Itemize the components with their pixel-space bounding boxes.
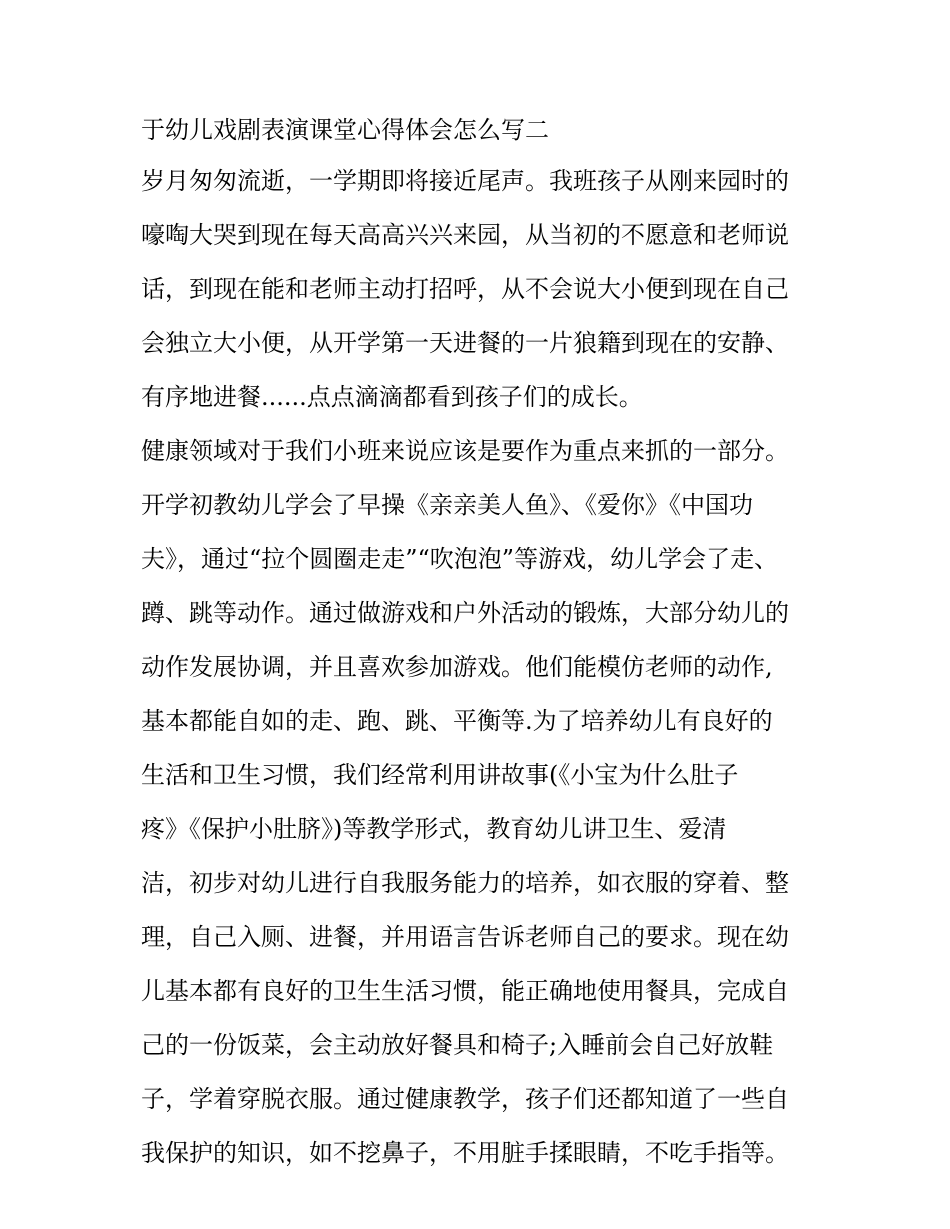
text-line: 岁月匆匆流逝，一学期即将接近尾声。我班孩子从刚来园时的 [141,167,789,195]
document-title: 于幼儿戏剧表演课堂心得体会怎么写二 [141,116,549,144]
text-line: 健康领域对于我们小班来说应该是要作为重点来抓的一部分。 [141,437,789,465]
text-line: 己的一份饭菜，会主动放好餐具和椅子;入睡前会自己好放鞋 [141,1031,774,1059]
text-line: 我保护的知识，如不挖鼻子，不用脏手揉眼睛，不吃手指等。 [141,1139,789,1167]
text-line: 子，学着穿脱衣服。通过健康教学，孩子们还都知道了一些自 [141,1085,789,1113]
text-line: 儿基本都有良好的卫生生活习惯，能正确地使用餐具，完成自 [141,977,789,1005]
text-line: 基本都能自如的走、跑、跳、平衡等.为了培养幼儿有良好的 [141,707,773,735]
text-line: 嚎啕大哭到现在每天高高兴兴来园，从当初的不愿意和老师说 [141,221,789,249]
text-line: 开学初教幼儿学会了早操《亲亲美人鱼》、《爱你》《中国功 [141,491,753,519]
text-line: 生活和卫生习惯，我们经常利用讲故事(《小宝为什么肚子 [141,761,739,789]
document-body [141,106,831,1180]
text-line: 会独立大小便，从开学第一天进餐的一片狼籍到现在的安静、 [141,329,789,357]
paragraph-2 [141,424,831,1180]
paragraph-1 [141,154,831,424]
text-line: 话，到现在能和老师主动打招呼，从不会说大小便到现在自己 [141,275,789,303]
text-line: 夫》，通过“拉个圆圈走走”“吹泡泡”等游戏，幼儿学会了走、 [141,545,779,573]
text-line: 理，自己入厕、进餐，并用语言告诉老师自己的要求。现在幼 [141,923,789,951]
text-line: 蹲、跳等动作。通过做游戏和户外活动的锻炼，大部分幼儿的 [141,599,789,627]
text-line: 洁，初步对幼儿进行自我服务能力的培养，如衣服的穿着、整 [141,869,789,897]
text-line: 动作发展协调，并且喜欢参加游戏。他们能模仿老师的动作, [141,653,773,681]
text-line: 有序地进餐......点点滴滴都看到孩子们的成长。 [141,383,643,411]
text-line: 疼》《保护小肚脐》)等教学形式，教育幼儿讲卫生、爱清 [141,815,727,843]
